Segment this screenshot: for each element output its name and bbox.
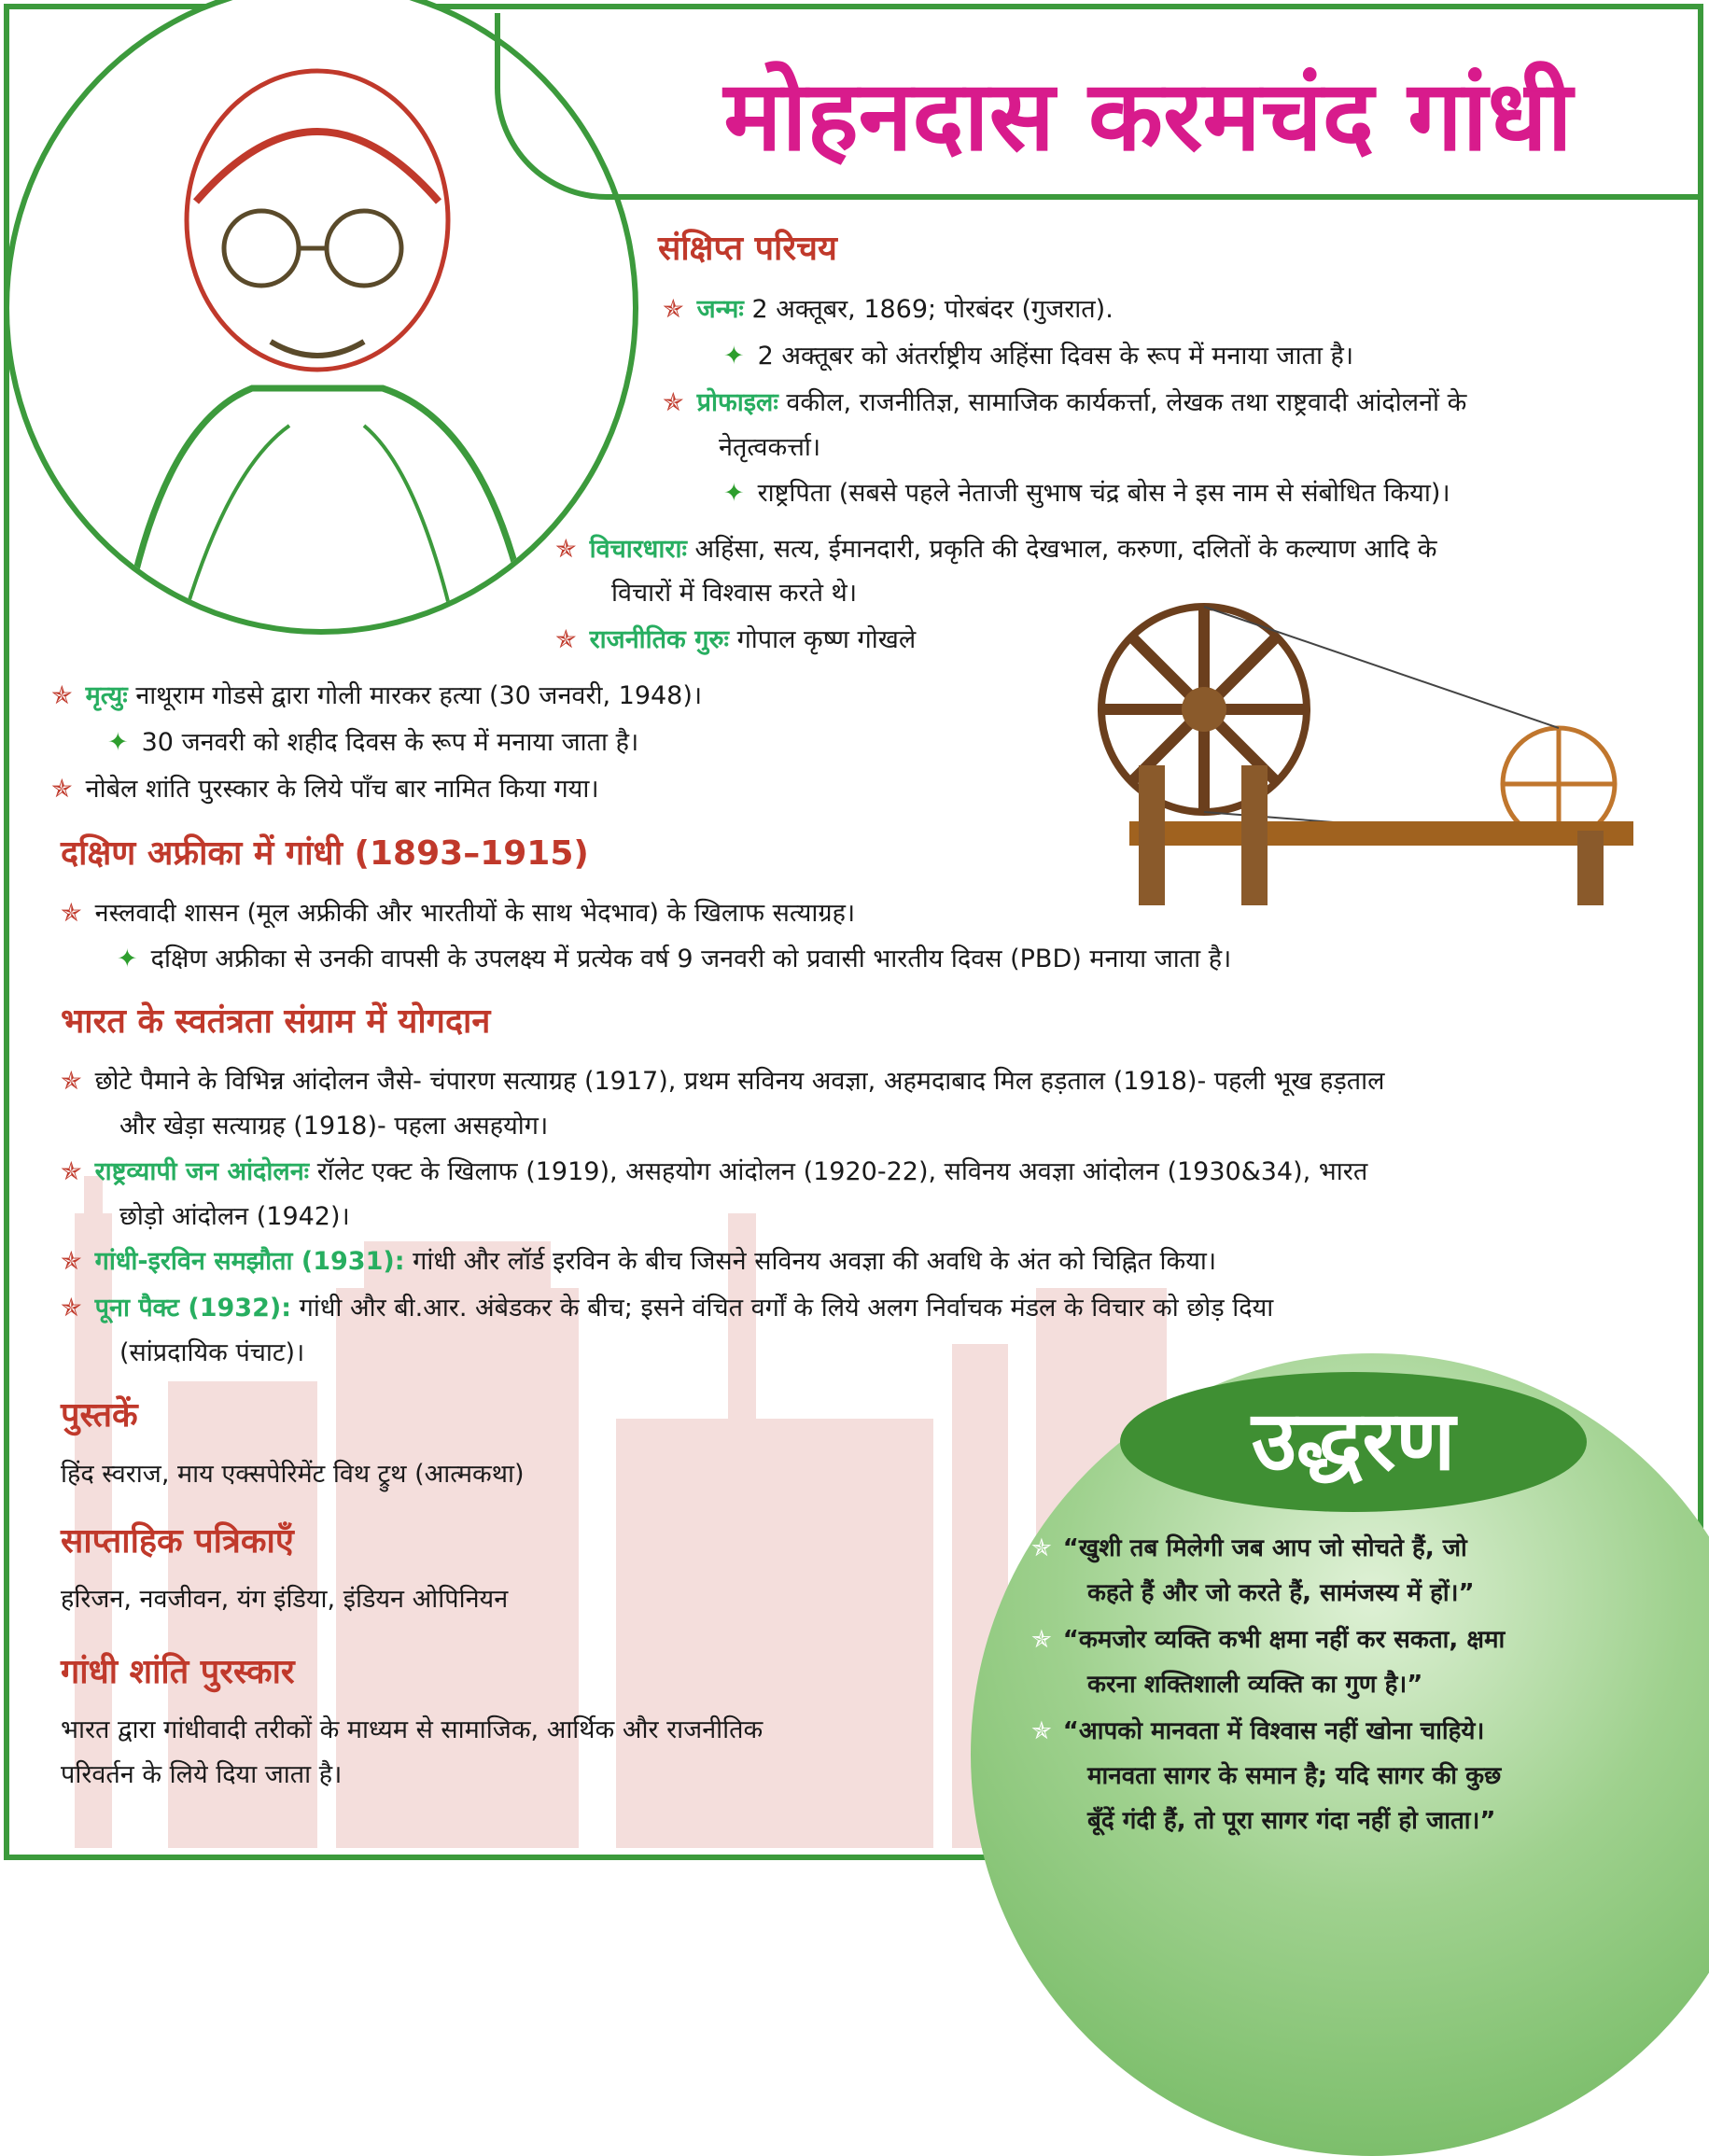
weeklies-heading: साप्ताहिक पत्रिकाएँ: [61, 1522, 294, 1561]
ideology-text-line2: विचारों में विश्वास करते थे।: [611, 579, 858, 608]
profile-item: ✯ प्रोफाइलः वकील, राजनीतिज्ञ, सामाजिक कार्यकर्त्ता, लेखक तथा राष्ट्रवादी आंदोलनों के: [663, 388, 1467, 417]
prize-text-line1: भारत द्वारा गांधीवादी तरीकों के माध्यम से सामाजिक, आर्थिक और राजनीतिक: [61, 1715, 763, 1744]
star-icon: ✯: [51, 775, 73, 804]
quote-3-line2: मानवता सागर के समान है; यदि सागर की कुछ: [1087, 1762, 1502, 1790]
books-heading: पुस्तकें: [61, 1396, 138, 1435]
freedom-heading: भारत के स्वतंत्रता संग्राम में योगदान: [61, 1002, 491, 1041]
freedom-item-1-line2: और खेड़ा सत्याग्रह (1918)- पहला असहयोग।: [119, 1112, 549, 1141]
south-africa-sub-item: ✦ दक्षिण अफ्रीका से उनकी वापसी के उपलक्ष्य में प्रत्येक वर्ष 9 जनवरी को प्रवासी भारतीय दिवस (PBD) मनाया जाता है।: [117, 945, 1232, 973]
prize-text-line2: परिवर्तन के लिये दिया जाता है।: [61, 1760, 343, 1789]
star-icon: ✯: [663, 388, 684, 417]
diamond-icon: ✦: [117, 945, 138, 973]
star-icon: ✯: [1031, 1534, 1052, 1562]
star-icon: ✯: [1031, 1626, 1052, 1654]
diamond-icon: ✦: [723, 342, 745, 371]
intro-heading: संक्षिप्त परिचय: [658, 230, 837, 268]
guru-item: ✯ राजनीतिक गुरुः गोपाल कृष्ण गोखले: [555, 625, 917, 654]
ideology-item: ✯ विचारधाराः अहिंसा, सत्य, ईमानदारी, प्रकृति की देखभाल, करुणा, दलितों के कल्याण आदि के: [555, 535, 1437, 564]
freedom-item-4-line2: (सांप्रदायिक पंचाट)।: [119, 1338, 305, 1367]
south-africa-heading: दक्षिण अफ्रीका में गांधी (1893–1915): [61, 834, 589, 873]
star-icon: ✯: [1031, 1717, 1052, 1745]
profile-text-line2: नेतृत्वकर्त्ता।: [719, 433, 821, 462]
nobel-item: ✯ नोबेल शांति पुरस्कार के लिये पाँच बार नामित किया गया।: [51, 775, 599, 804]
south-africa-item: ✯ नस्लवादी शासन (मूल अफ्रीकी और भारतीयों के साथ भेदभाव) के खिलाफ सत्याग्रह।: [61, 899, 856, 928]
death-sub-item: ✦ 30 जनवरी को शहीद दिवस के रूप में मनाया जाता है।: [107, 728, 639, 757]
death-item: ✯ मृत्युः नाथूराम गोडसे द्वारा गोली मारकर हत्या (30 जनवरी, 1948)।: [51, 681, 703, 710]
star-icon: ✯: [61, 1247, 82, 1276]
quote-3-line3: बूँदें गंदी हैं, तो पूरा सागर गंदा नहीं हो जाता।”: [1087, 1807, 1496, 1835]
star-icon: ✯: [61, 1067, 82, 1096]
freedom-item-1: ✯ छोटे पैमाने के विभिन्न आंदोलन जैसे- चंपारण सत्याग्रह (1917), प्रथम सविनय अवज्ञा, अहमदाबाद मिल हड़ताल (1918)- पहली भूख हड़ताल: [61, 1067, 1385, 1096]
quote-1-line2: कहते हैं और जो करते हैं, सामंजस्य में हों।”: [1087, 1579, 1475, 1607]
birth-sub-item: ✦ 2 अक्तूबर को अंतर्राष्ट्रीय अहिंसा दिवस के रूप में मनाया जाता है।: [723, 342, 1354, 371]
page-title: मोहनदास करमचंद गांधी: [723, 59, 1573, 173]
prize-heading: गांधी शांति पुरस्कार: [61, 1653, 295, 1691]
birth-item: ✯ जन्मः 2 अक्तूबर, 1869; पोरबंदर (गुजरात).: [663, 295, 1114, 324]
diamond-icon: ✦: [107, 728, 129, 757]
charkha-wheel: [1073, 597, 1643, 924]
quote-2: ✯ “कमजोर व्यक्ति कभी क्षमा नहीं कर सकता, क्षमा: [1031, 1626, 1506, 1654]
star-icon: ✯: [663, 295, 684, 324]
quote-2-line2: करना शक्तिशाली व्यक्ति का गुण है।”: [1087, 1671, 1423, 1699]
star-icon: ✯: [555, 625, 577, 654]
diamond-icon: ✦: [723, 479, 745, 508]
freedom-item-4: ✯ पूना पैक्ट (1932): गांधी और बी.आर. अंबेडकर के बीच; इसने वंचित वर्गों के लिये अलग निर्वाचक मंडल के विचार को छोड़ दिया: [61, 1294, 1274, 1323]
quote-1: ✯ “खुशी तब मिलेगी जब आप जो सोचते हैं, जो: [1031, 1534, 1467, 1562]
star-icon: ✯: [51, 681, 73, 710]
profile-sub-item: ✦ राष्ट्रपिता (सबसे पहले नेताजी सुभाष चंद्र बोस ने इस नाम से संबोधित किया)।: [723, 479, 1450, 508]
weeklies-text: हरिजन, नवजीवन, यंग इंडिया, इंडियन ओपिनियन: [61, 1585, 509, 1614]
star-icon: ✯: [61, 1157, 82, 1186]
quote-3: ✯ “आपको मानवता में विश्वास नहीं खोना चाहिये।: [1031, 1717, 1485, 1745]
freedom-item-3: ✯ गांधी-इरविन समझौता (1931): गांधी और लॉर्ड इरविन के बीच जिसने सविनय अवज्ञा की अवधि के अंत को चिह्नित किया।: [61, 1247, 1217, 1276]
books-text: हिंद स्वराज, माय एक्सपेरिमेंट विथ ट्रुथ (आत्मकथा): [61, 1460, 525, 1489]
quotes-heading: उद्धरण: [1251, 1393, 1456, 1489]
freedom-item-2-line2: छोड़ो आंदोलन (1942)।: [119, 1202, 350, 1231]
star-icon: ✯: [555, 535, 577, 564]
star-icon: ✯: [61, 899, 82, 928]
freedom-item-2: ✯ राष्ट्रव्यापी जन आंदोलनः रॉलेट एक्ट के खिलाफ (1919), असहयोग आंदोलन (1920-22), सविनय अवज्ञा आंदोलन (1930&34), भारत: [61, 1157, 1368, 1186]
star-icon: ✯: [61, 1294, 82, 1323]
